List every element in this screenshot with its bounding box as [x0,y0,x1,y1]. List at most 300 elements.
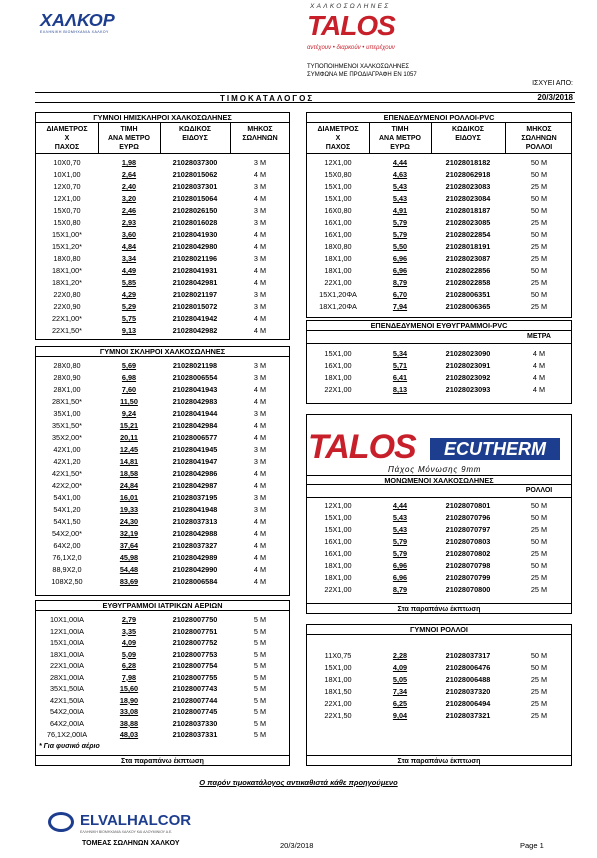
row-price: 5,34 [392,349,408,358]
row-code: 21028006584 [172,577,218,586]
table-row [307,301,571,312]
table-row [36,325,289,336]
row-code: 21028041945 [172,445,218,454]
row-length: 3 M [253,409,267,418]
row-code: 21028006577 [172,433,218,442]
table-row [307,372,571,383]
row-code: 21028023083 [445,182,491,191]
row-code: 21028007745 [172,707,218,716]
row-price: 6,25 [392,699,408,708]
row-length: 50 M [530,206,548,215]
row-length: 4 M [253,230,267,239]
row-code: 21028021198 [172,361,218,370]
row-code: 21028006554 [172,373,218,382]
table-row [36,432,289,443]
row-price: 32,19 [119,529,139,538]
row-length: 5 M [253,649,267,659]
table-row [36,193,289,204]
table-row [307,536,571,547]
pvc-straight-title: ΕΠΕΝΔΕΔΥΜΕΝΟΙ ΕΥΘΥΓΡΑΜΜΟΙ-PVC [307,321,571,331]
row-price: 15,21 [119,421,139,430]
row-price: 8,79 [392,278,408,287]
row-price: 38,88 [119,718,139,728]
table-row [36,660,289,671]
bare-coils-table [306,624,572,766]
row-price: 7,60 [121,385,137,394]
sector-label: ΤΟΜΕΑΣ ΣΩΛΗΝΩΝ ΧΑΛΚΟΥ [82,840,180,847]
row-price: 4,29 [121,290,137,299]
table-row [36,277,289,288]
row-length: 3 M [253,361,267,370]
row-length: 25 M [530,549,548,558]
table-row [307,512,571,523]
table-row [36,396,289,407]
row-code: 21028041944 [172,409,218,418]
row-price: 9,04 [392,711,408,720]
row-diameter: 64Χ2,00ΙΑ [49,718,85,728]
row-price: 6,98 [121,373,137,382]
medical-title: ΕΥΘΥΓΡΑΜΜΟΙ ΙΑΤΡΙΚΩΝ ΑΕΡΙΩΝ [36,601,289,611]
row-price: 5,79 [392,537,408,546]
row-price: 6,96 [392,254,408,263]
row-length: 4 M [253,421,267,430]
row-price: 18,58 [119,469,139,478]
row-diameter: 22Χ1,00 [324,385,352,394]
row-diameter: 15Χ1,20* [51,242,83,251]
row-diameter: 18Χ1,00* [51,266,83,275]
row-diameter: 64Χ2,00 [53,541,81,550]
talos-logo-large: TALOS [308,428,416,466]
row-code: 21028042980 [172,242,218,251]
row-length: 4 M [253,314,267,323]
row-price: 24,84 [119,481,139,490]
table-row [36,289,289,300]
row-diameter: 22Χ1,00 [324,585,352,594]
diameter-header: ΔΙΑΜΕΤΡΟΣ Χ ΠΑΧΟΣ [46,126,88,151]
row-code: 21028041930 [172,230,218,239]
row-code: 21028070796 [445,513,491,522]
row-price: 5,43 [392,182,408,191]
row-code: 21028037320 [445,687,491,696]
row-code: 21028037195 [172,493,218,502]
row-length: 5 M [253,707,267,716]
table-row [36,683,289,694]
row-length: 4 M [253,565,267,574]
row-diameter: 10Χ1,00ΙΑ [49,615,85,624]
table-row [36,540,289,551]
row-price: 5,29 [121,302,137,311]
table-row [307,500,571,511]
row-length: 4 M [253,266,267,275]
row-code: 21028037321 [445,711,491,720]
row-length: 4 M [253,397,267,406]
row-price: 4,49 [121,266,137,275]
row-diameter: 18Χ1,00 [324,254,352,263]
row-price: 45,98 [119,553,139,562]
pvc-coils-title: ΕΠΕΝΔΕΔΥΜΕΝΟΙ ΡΟΛΛΟΙ-PVC [307,113,571,123]
bare-coils-discount: Στα παραπάνω έκπτωση [307,755,571,767]
row-length: 4 M [253,242,267,251]
row-code: 21028022856 [445,266,491,275]
table-row [36,253,289,264]
table-row [307,277,571,288]
row-length: 3 M [253,254,267,263]
row-length: 4 M [532,361,546,370]
row-price: 5,79 [392,230,408,239]
row-price: 5,50 [392,242,408,251]
row-length: 25 M [530,699,548,708]
row-code: 21028006476 [445,663,491,672]
row-diameter: 15Χ1,00 [324,513,352,522]
table-row [36,205,289,216]
row-price: 5,43 [392,525,408,534]
table-row [307,686,571,697]
table-row [36,420,289,431]
row-length: 5 M [253,638,267,647]
table-row [36,718,289,729]
table-row [307,572,571,583]
row-price: 2,46 [121,206,137,215]
table-row [307,360,571,371]
row-length: 25 M [530,711,548,720]
row-length: 5 M [253,626,267,636]
row-price: 5,43 [392,194,408,203]
row-diameter: 16Χ1,00 [324,361,352,370]
row-diameter: 22Χ1,00 [324,699,352,708]
row-code: 21028018191 [445,242,491,251]
row-price: 2,79 [121,615,137,624]
row-price: 3,35 [121,626,137,636]
row-price: 33,08 [119,707,139,716]
row-length: 5 M [253,730,267,739]
table-row [36,626,289,637]
row-code: 21028007751 [172,626,218,636]
row-price: 4,44 [392,158,408,167]
row-code: 21028007752 [172,638,218,647]
coils-label: ΡΟΛΛΟΙ [525,487,553,494]
row-code: 21028037300 [172,158,218,167]
row-code: 21028037313 [172,517,218,526]
row-length: 50 M [530,513,548,522]
table-row [36,360,289,371]
row-length: 4 M [532,373,546,382]
row-code: 21028015064 [172,194,218,203]
row-diameter: 76,1Χ2,0 [52,553,82,562]
row-code: 21028016028 [172,218,218,227]
table-row [36,157,289,168]
row-length: 4 M [253,481,267,490]
row-length: 4 M [253,170,267,179]
table-row [307,157,571,168]
talos-slogan: αντέχουν • διαρκούν • υπερέχουν [307,45,395,51]
row-price: 4,84 [121,242,137,251]
row-length: 50 M [530,651,548,660]
row-diameter: 16Χ0,80 [324,206,352,215]
code-header: ΚΩΔΙΚΟΣ ΕΙΔΟΥΣ [178,126,212,142]
row-length: 25 M [530,278,548,287]
table-row [307,193,571,204]
row-diameter: 28Χ0,80 [53,361,81,370]
row-diameter: 54Χ1,50 [53,517,81,526]
row-diameter: 42Χ1,50* [51,469,83,478]
table-row [36,181,289,192]
row-diameter: 11Χ0,75 [324,651,352,660]
row-price: 19,33 [119,505,139,514]
row-code: 21028006351 [445,290,491,299]
row-diameter: 12Χ1,00 [324,501,352,510]
row-price: 5,71 [392,361,408,370]
table-row [36,480,289,491]
row-length: 3 M [253,505,267,514]
table-row [307,253,571,264]
row-length: 25 M [530,585,548,594]
length-header: ΜΗΚΟΣ ΣΩΛΗΝΩΝ [242,126,278,142]
hard-title: ΓΥΜΝΟΙ ΣΚΛΗΡΟΙ ΧΑΛΚΟΣΩΛΗΝΕΣ [36,347,289,357]
replaces-notice: Ο παρόν τιμοκατάλογος αντικαθιστά κάθε προηγούμενο [199,778,398,787]
ecutherm-title: ΜΟΝΩΜΕΝΟΙ ΧΑΛΚΟΣΩΛΗΝΕΣ [307,475,571,485]
row-length: 4 M [253,385,267,394]
row-price: 1,98 [121,158,137,167]
table-row [307,348,571,359]
row-diameter: 28Χ0,90 [53,373,81,382]
table-row [307,662,571,673]
semi-hard-table [35,112,290,340]
row-price: 5,43 [392,513,408,522]
row-diameter: 22Χ0,80 [53,290,81,299]
row-code: 21028023084 [445,194,491,203]
row-price: 4,09 [392,663,408,672]
row-diameter: 35Χ1,50ΙΑ [49,684,85,693]
row-price: 16,01 [119,493,139,502]
row-diameter: 12Χ0,70 [53,182,81,191]
medical-discount: Στα παραπάνω έκπτωση [36,755,289,767]
certification-line-2: ΣΥΜΦΩΝΑ ΜΕ ΠΡΟΔΙΑΓΡΑΦΗ ΕΝ 1057 [307,72,417,78]
row-length: 4 M [253,326,267,335]
row-length: 50 M [530,266,548,275]
table-row [307,650,571,661]
table-row [36,637,289,648]
table-row [36,528,289,539]
row-diameter: 16Χ1,00 [324,218,352,227]
row-price: 48,03 [119,730,139,739]
row-price: 83,69 [119,577,139,586]
row-diameter: 18Χ0,80 [53,254,81,263]
row-price: 6,96 [392,561,408,570]
row-length: 25 M [530,525,548,534]
row-code: 21028041948 [172,505,218,514]
row-length: 25 M [530,675,548,684]
row-price: 2,64 [121,170,137,179]
row-price: 3,20 [121,194,137,203]
table-row [307,169,571,180]
row-length: 50 M [530,561,548,570]
table-row [307,241,571,252]
row-price: 6,70 [392,290,408,299]
table-row [36,492,289,503]
row-diameter: 28Χ1,50* [51,397,83,406]
row-price: 6,96 [392,266,408,275]
table-row [36,504,289,515]
row-code: 21028026150 [172,206,218,215]
row-length: 3 M [253,182,267,191]
row-diameter: 15Χ0,70 [53,206,81,215]
bare-coils-title: ΓΥΜΝΟΙ ΡΟΛΛΟΙ [307,625,571,635]
row-diameter: 22Χ1,00* [51,314,83,323]
row-code: 21028062918 [445,170,491,179]
row-diameter: 15Χ0,80 [324,170,352,179]
row-price: 20,11 [120,433,138,442]
row-length: 4 M [253,529,267,538]
table-row [36,729,289,740]
table-row [307,548,571,559]
row-price: 4,63 [392,170,408,179]
row-code: 21028037327 [172,541,218,550]
row-code: 21028022854 [445,230,491,239]
row-length: 25 M [530,242,548,251]
table-row [36,672,289,683]
row-code: 21028041942 [172,314,218,323]
table-row [36,217,289,228]
row-length: 5 M [253,672,267,682]
row-code: 21028041931 [172,266,218,275]
row-diameter: 15Χ1,00 [324,525,352,534]
table-row [36,169,289,180]
row-diameter: 76,1Χ2,00ΙΑ [46,730,88,739]
row-diameter: 15Χ0,80 [53,218,81,227]
row-code: 21028006494 [445,699,491,708]
row-length: 3 M [253,158,267,167]
row-diameter: 15Χ1,00* [51,230,83,239]
table-row [36,516,289,527]
row-length: 4 M [532,385,546,394]
table-row [36,241,289,252]
row-length: 5 M [253,661,267,670]
row-code: 21028007754 [172,661,218,670]
row-code: 21028042982 [172,326,218,335]
table-row [307,229,571,240]
row-diameter: 18Χ0,80 [324,242,352,251]
row-length: 3 M [253,373,267,382]
row-diameter: 18Χ1,00 [324,266,352,275]
row-code: 21028070800 [445,585,491,594]
row-code: 21028042984 [172,421,218,430]
row-diameter: 54Χ1,20 [53,505,81,514]
row-diameter: 88,9Χ2,0 [52,565,82,574]
row-length: 4 M [253,517,267,526]
row-code: 21028042987 [172,481,218,490]
row-diameter: 35Χ2,00* [51,433,83,442]
footer-date: 20/3/2018 [280,841,314,850]
row-diameter: 12Χ1,00 [324,158,352,167]
row-length: 50 M [530,663,548,672]
table-row [36,408,289,419]
row-code: 21028018187 [445,206,491,215]
row-code: 21028018182 [445,158,491,167]
row-price: 2,93 [121,218,137,227]
row-code: 21028070802 [445,549,491,558]
row-length: 50 M [530,230,548,239]
row-code: 21028041947 [172,457,218,466]
row-price: 5,05 [392,675,408,684]
row-code: 21028015062 [172,170,218,179]
row-diameter: 16Χ1,00 [324,537,352,546]
row-diameter: 18Χ1,00 [324,373,352,382]
row-price: 6,96 [392,573,408,582]
row-diameter: 22Χ1,00ΙΑ [49,661,85,670]
row-diameter: 15Χ1,00ΙΑ [49,638,85,647]
row-code: 21028042989 [172,553,218,562]
row-price: 18,90 [119,695,139,705]
row-length: 4 M [253,194,267,203]
talos-tagline-top: ΧΑΛΚΟΣΩΛΗΝΕΣ [310,3,391,10]
row-code: 21028022858 [445,278,491,287]
row-diameter: 18Χ1,50 [324,687,352,696]
table-row [36,372,289,383]
row-code: 21028007750 [172,615,218,624]
row-length: 50 M [530,501,548,510]
diameter-header-r: ΔΙΑΜΕΤΡΟΣ Χ ΠΑΧΟΣ [317,126,359,151]
page-title: ΤΙΜΟΚΑΤΑΛΟΓΟΣ [220,94,315,103]
row-length: 5 M [253,684,267,693]
row-code: 21028007755 [172,672,218,682]
row-diameter: 42Χ1,00 [53,445,81,454]
row-price: 54,48 [119,565,139,574]
row-diameter: 22Χ0,90 [53,302,81,311]
row-code: 21028007753 [172,649,218,659]
table-row [307,560,571,571]
table-row [36,695,289,706]
row-length: 4 M [253,278,267,287]
row-price: 4,44 [392,501,408,510]
table-row [36,614,289,625]
row-price: 6,41 [392,373,408,382]
elvalhalcor-subtitle: ΕΛΛΗΝΙΚΗ ΒΙΟΜΗΧΑΝΙΑ ΧΑΛΚΟΥ ΚΑΙ ΑΛΟΥΜΙΝΙΟΥ Α.Ε. [80,830,173,834]
row-price: 11,50 [120,397,138,406]
row-price: 7,34 [392,687,408,696]
row-length: 50 M [530,537,548,546]
row-diameter: 22Χ1,00 [324,278,352,287]
row-price: 24,30 [119,517,139,526]
row-code: 21028042981 [172,278,218,287]
row-length: 25 M [530,182,548,191]
row-code: 21028070799 [445,573,491,582]
valid-from-label: ΙΣΧΥΕΙ ΑΠΟ: [532,80,573,87]
table-row [36,564,289,575]
natural-gas-note: * Για φυσικό αέριο [39,743,100,750]
row-diameter: 15Χ1,00 [324,663,352,672]
table-row [36,384,289,395]
row-diameter: 10Χ1,00 [53,170,81,179]
row-price: 5,69 [121,361,137,370]
row-price: 14,81 [119,457,139,466]
table-row [307,265,571,276]
row-code: 21028042983 [172,397,218,406]
row-code: 21028023091 [445,361,491,370]
talos-logo: TALOS [307,10,395,41]
row-price: 8,79 [392,585,408,594]
table-row [36,552,289,563]
row-length: 4 M [532,349,546,358]
row-length: 25 M [530,302,548,311]
row-diameter: 22Χ1,50 [324,711,352,720]
row-length: 50 M [530,194,548,203]
row-code: 21028042986 [172,469,218,478]
row-diameter: 18Χ1,00ΙΑ [49,649,85,659]
row-price: 12,45 [119,445,139,454]
row-length: 3 M [253,457,267,466]
table-row [307,674,571,685]
row-price: 9,13 [121,326,137,335]
